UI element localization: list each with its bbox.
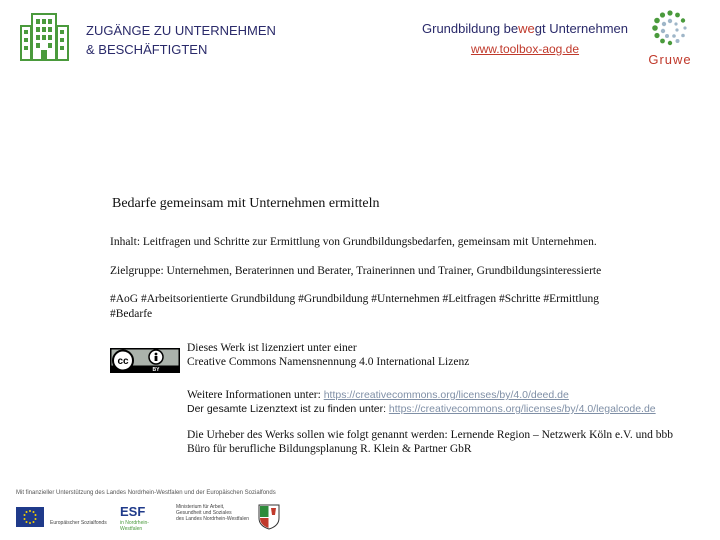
attribution-line1: Die Urheber des Werks sollen wie folgt genannt werden: Lernende Region – Netzwerk Köln e.V. und bbb [187,429,673,441]
ministry-line3: des Landes Nordrhein-Westfalen [176,516,250,522]
project-block [400,21,650,56]
license-text-line2: Creative Commons Namensnennung 4.0 International Lizenz [187,356,470,368]
ministry-logo [176,504,256,530]
project-tagline-part2: gt Unternehmen [534,21,628,36]
by-badge-text: BY [152,367,160,373]
document-title: Bedarfe gemeinsam mit Unternehmen ermitteln [112,196,380,211]
deed-link[interactable]: https://creativecommons.org/licenses/by/4.0/deed.de [323,389,569,401]
license-text [187,341,707,369]
esf-sub: in Nordrhein-Westfalen [120,520,149,532]
cc-badge-text: cc [117,356,129,367]
cc-by-license-badge[interactable] [110,348,180,373]
full-text-label: Der gesamte Lizenztext ist zu finden unter: [187,403,387,415]
gruwe-dots-icon [652,10,688,46]
more-info-line [187,388,707,402]
tags-paragraph [110,292,670,322]
zielgruppe-paragraph: Zielgruppe: Unternehmen, Beraterinnen und Berater, Trainerinnen und Trainer, Grundbildungsinteressierte [110,265,602,277]
gruwe-logo [644,8,696,68]
license-text-line1: Dieses Werk ist lizenziert unter einer [187,342,357,354]
project-tagline-part1: Grundbildung be [422,21,519,36]
attribution-line2: Büro für berufliche Bildungsplanung R. Klein & Partner GbR [187,443,472,455]
tags-line1: #AoG #Arbeitsorientierte Grundbildung #Grundbildung #Unternehmen #Leitfragen #Schritte #Ermittlung [110,293,599,305]
attribution-text [187,428,707,456]
license-links [187,388,707,416]
building-logo-icon [20,12,70,62]
eu-caption: Europäischer Sozialfonds [50,520,107,526]
tags-line2: #Bedarfe [110,308,153,320]
header-title-line1: ZUGÄNGE ZU UNTERNEHMEN [86,23,276,38]
eu-flag-icon [16,507,44,527]
eu-flag-logo [16,504,106,530]
funding-note: Mit finanzieller Unterstützung des Landes Nordrhein-Westfalen und der Europäischen Sozialfonds [16,490,276,496]
project-tagline [400,21,650,36]
ministry-line2: Gesundheit und Soziales [176,510,232,516]
inhalt-paragraph: Inhalt: Leitfragen und Schritte zur Ermittlung von Grundbildungsbedarfen, gemeinsam mit Unternehmen. [110,236,597,248]
project-tagline-highlight: we [518,21,535,36]
legalcode-link[interactable]: https://creativecommons.org/licenses/by/4.0/legalcode.de [388,403,656,415]
gruwe-logo-text: Gruwe [648,52,692,67]
nrw-crest-icon [258,504,280,530]
header-title [86,21,326,59]
project-url-link[interactable]: www.toolbox-aog.de [470,42,580,56]
ministry-line1: Ministerium für Arbeit, [176,504,225,510]
esf-logo [118,504,168,530]
header-title-line2: & BESCHÄFTIGTEN [86,42,208,57]
more-info-label: Weitere Informationen unter: [187,389,321,401]
full-text-line [187,402,707,416]
esf-text: ESF [120,504,146,519]
